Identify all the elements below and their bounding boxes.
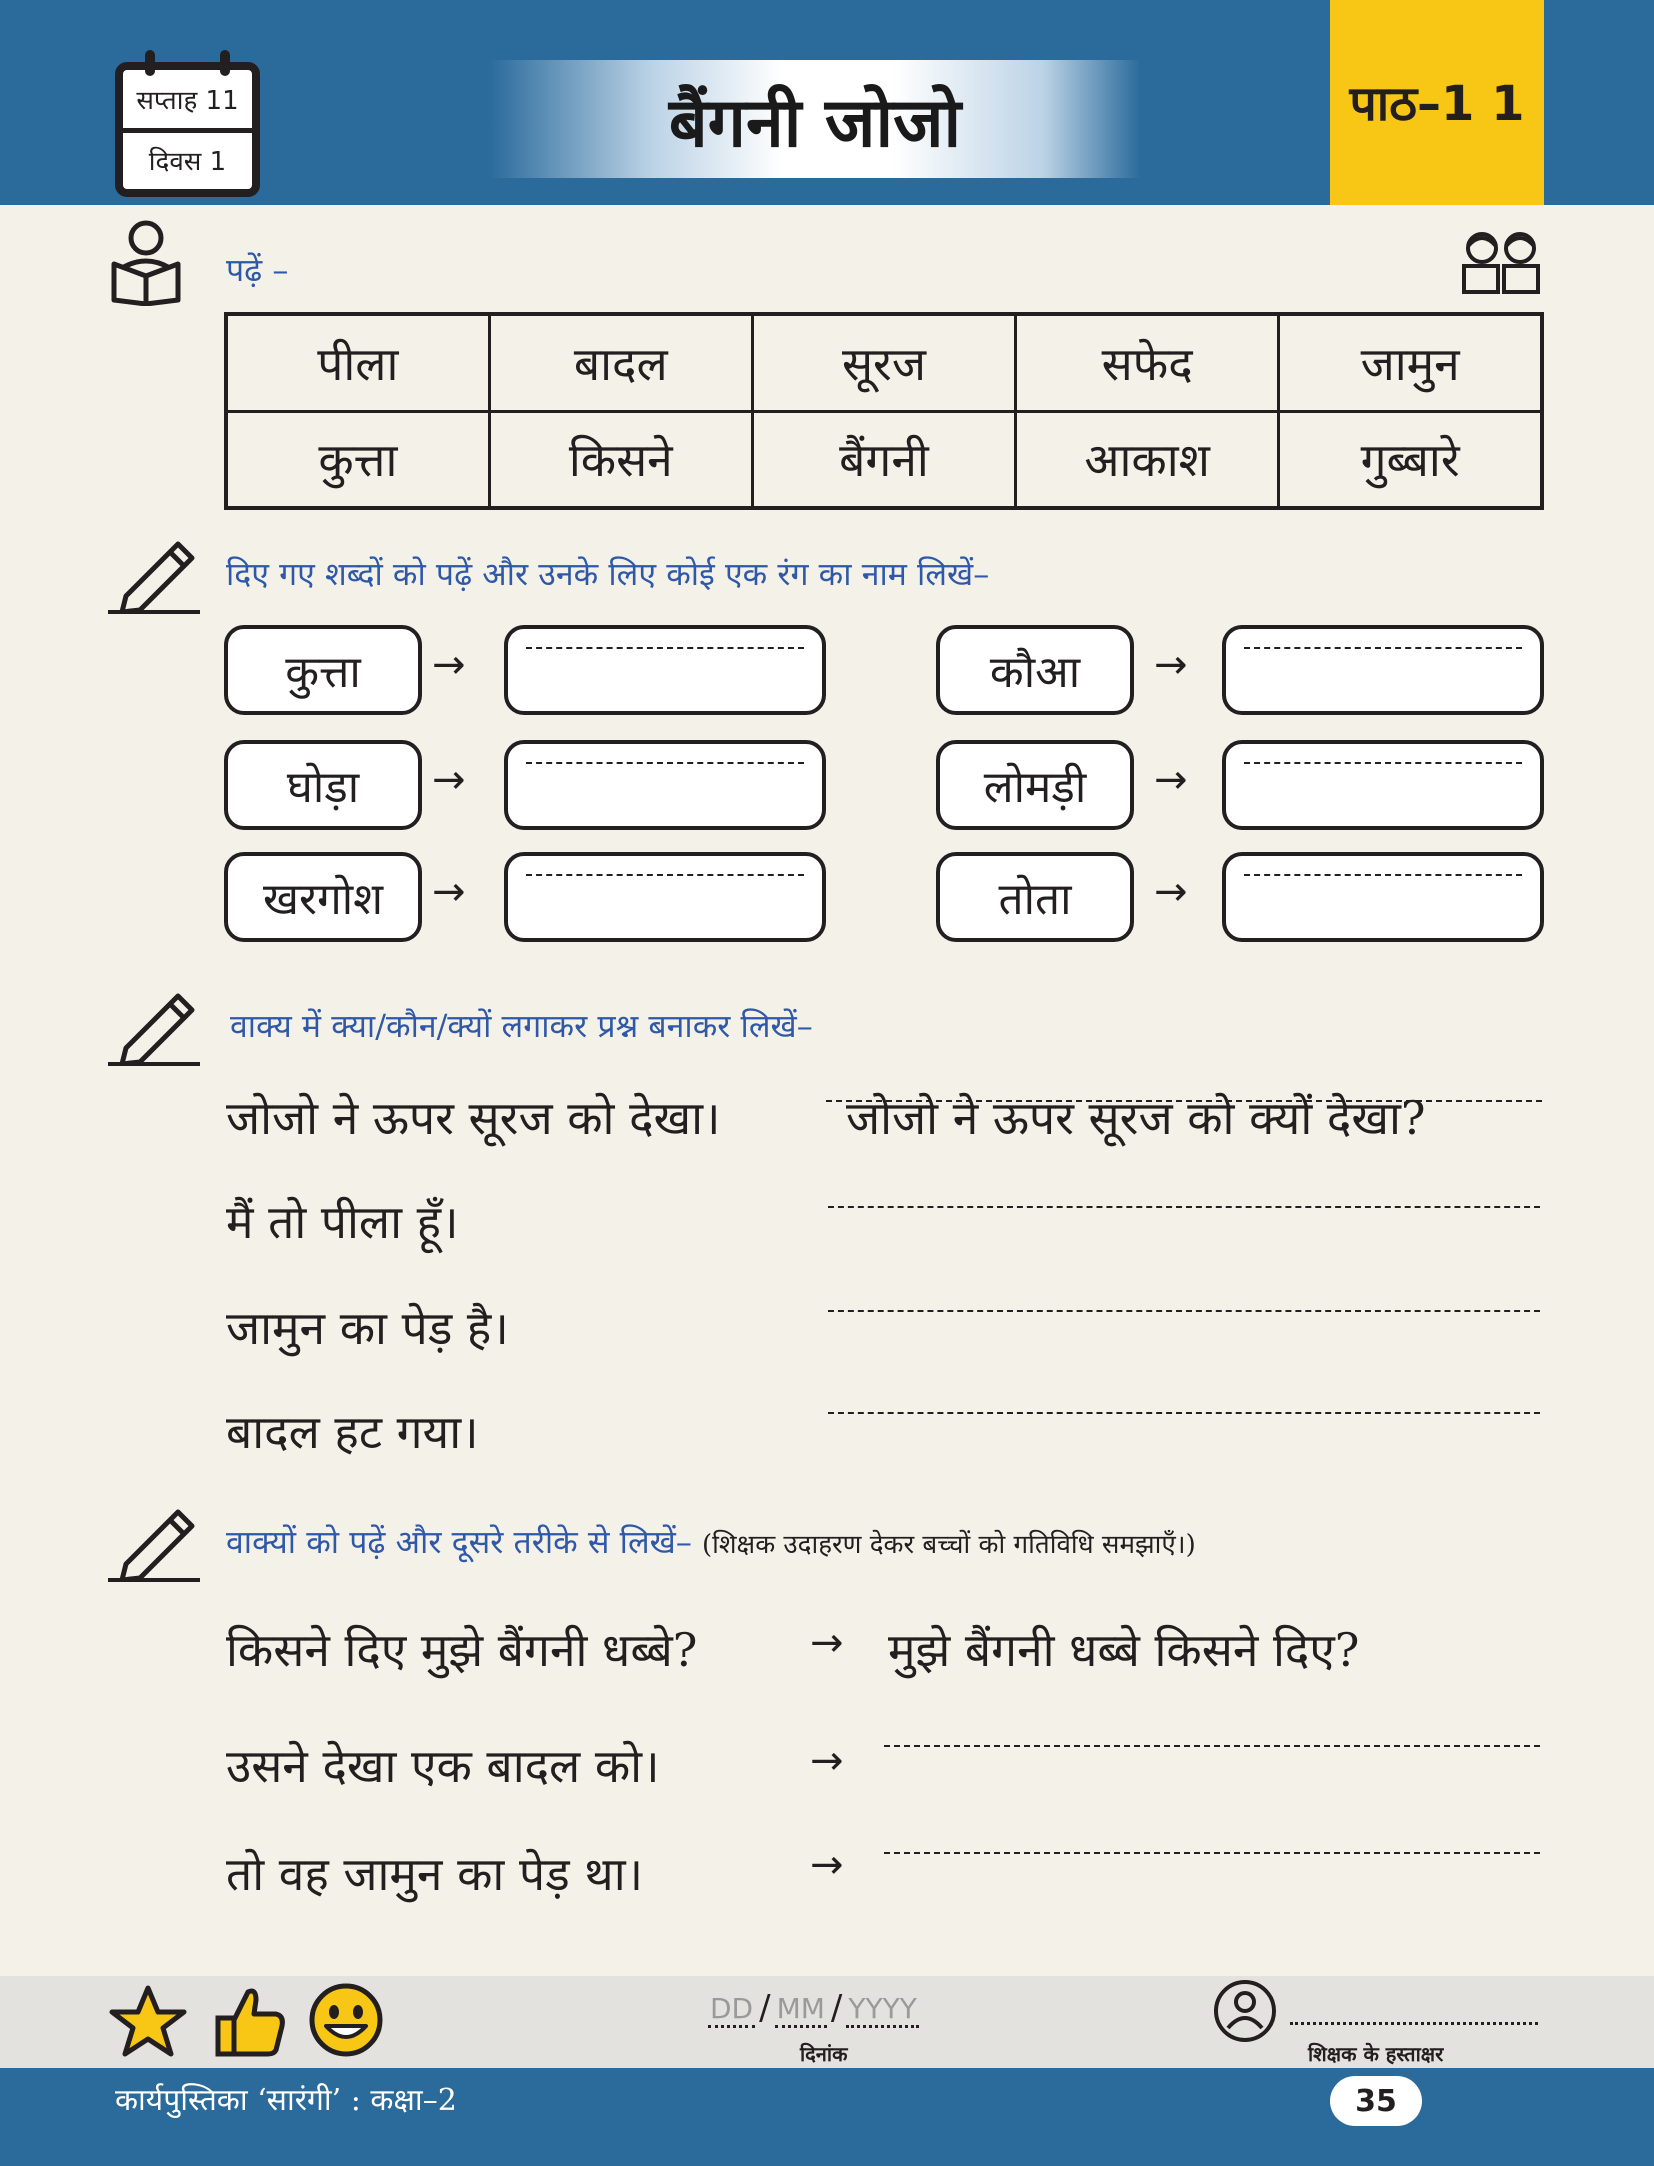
table-row bbox=[226, 314, 1542, 411]
arrow: → bbox=[810, 1738, 844, 1784]
rewrite-sentence: उसने देखा एक बादल को। bbox=[226, 1739, 660, 1793]
arrow: → bbox=[432, 757, 466, 803]
word-box-fox: लोमड़ी bbox=[936, 740, 1134, 830]
page-title: बैंगनी जोजो bbox=[668, 83, 962, 163]
date-separator: / bbox=[830, 1988, 843, 2028]
rewrite-sentence: तो वह जामुन का पेड़ था। bbox=[226, 1847, 644, 1901]
lesson-label: पाठ–1 1 bbox=[1349, 76, 1525, 132]
thumbs-up-icon[interactable] bbox=[212, 1982, 288, 2060]
answer-box[interactable] bbox=[504, 625, 826, 715]
answer-line[interactable] bbox=[828, 1310, 1540, 1312]
signature-label: शिक्षक के हस्ताक्षर bbox=[1308, 2042, 1444, 2066]
signature-line[interactable] bbox=[1290, 2022, 1538, 2025]
two-children-icon bbox=[1460, 228, 1542, 294]
table-cell: आकाश bbox=[1016, 411, 1279, 508]
table-cell: जामुन bbox=[1279, 314, 1542, 411]
date-month[interactable]: MM bbox=[775, 1992, 827, 2028]
answer-line[interactable] bbox=[828, 1206, 1540, 1208]
date-label: दिनांक bbox=[800, 2042, 848, 2066]
example-answer: मुझे बैंगनी धब्बे किसने दिए? bbox=[888, 1623, 1360, 1677]
table-cell: सूरज bbox=[752, 314, 1015, 411]
word-box-dog: कुत्ता bbox=[224, 625, 422, 715]
arrow: → bbox=[432, 869, 466, 915]
day-label: दिवस 1 bbox=[123, 128, 252, 186]
section-questions-title: वाक्य में क्या/कौन/क्यों लगाकर प्रश्न बनाकर लिखें– bbox=[230, 1007, 813, 1045]
pencil-icon bbox=[108, 1498, 200, 1582]
rewrite-sentence: किसने दिए मुझे बैंगनी धब्बे? bbox=[226, 1623, 698, 1677]
answer-box[interactable] bbox=[1222, 740, 1544, 830]
arrow: → bbox=[432, 642, 466, 688]
answer-box[interactable] bbox=[1222, 852, 1544, 942]
book-title: कार्यपुस्तिका ‘सारंगी’ : कक्षा–2 bbox=[115, 2083, 457, 2118]
date-year[interactable]: YYYY bbox=[846, 1992, 918, 2028]
question-sentence: बादल हट गया। bbox=[226, 1405, 479, 1459]
question-sentence: जामुन का पेड़ है। bbox=[226, 1301, 509, 1355]
section-read-title: पढ़ें – bbox=[226, 251, 289, 289]
word-box-rabbit: खरगोश bbox=[224, 852, 422, 942]
smiley-icon[interactable] bbox=[308, 1982, 384, 2058]
answer-line[interactable] bbox=[884, 1852, 1540, 1854]
example-answer: जोजो ने ऊपर सूरज को क्यों देखा? bbox=[846, 1091, 1426, 1145]
word-box-crow: कौआ bbox=[936, 625, 1134, 715]
lesson-badge bbox=[1330, 0, 1544, 205]
answer-box[interactable] bbox=[504, 852, 826, 942]
arrow: → bbox=[1154, 757, 1188, 803]
date-separator: / bbox=[759, 1988, 771, 2028]
pencil-icon bbox=[108, 982, 200, 1066]
answer-box[interactable] bbox=[1222, 625, 1544, 715]
section-colors-title: दिए गए शब्दों को पढ़ें और उनके लिए कोई एक रंग का नाम लिखें– bbox=[226, 555, 990, 593]
pencil-icon bbox=[108, 530, 200, 614]
star-icon[interactable] bbox=[108, 1984, 188, 2060]
table-cell: गुब्बारे bbox=[1279, 411, 1542, 508]
table-cell: कुत्ता bbox=[226, 411, 489, 508]
page-number: 35 bbox=[1330, 2076, 1422, 2126]
answer-line[interactable] bbox=[828, 1412, 1540, 1414]
date-field[interactable] bbox=[708, 1988, 919, 2028]
arrow: → bbox=[1154, 642, 1188, 688]
word-box-parrot: तोता bbox=[936, 852, 1134, 942]
example-line bbox=[826, 1100, 1542, 1102]
table-cell: सफेद bbox=[1016, 314, 1279, 411]
teacher-note: (शिक्षक उदाहरण देकर बच्चों को गतिविधि समझाएँ।) bbox=[702, 1530, 1196, 1560]
word-table bbox=[224, 312, 1544, 510]
arrow: → bbox=[810, 1620, 844, 1666]
answer-line[interactable] bbox=[884, 1745, 1540, 1747]
table-cell: बादल bbox=[489, 314, 752, 411]
table-cell: बैंगनी bbox=[752, 411, 1015, 508]
table-row bbox=[226, 411, 1542, 508]
section-rewrite-heading: वाक्यों को पढ़ें और दूसरे तरीके से लिखें– bbox=[226, 1523, 692, 1561]
calendar-icon bbox=[115, 62, 260, 197]
table-cell: पीला bbox=[226, 314, 489, 411]
answer-box[interactable] bbox=[504, 740, 826, 830]
arrow: → bbox=[810, 1842, 844, 1888]
question-sentence: मैं तो पीला हूँ। bbox=[226, 1195, 459, 1249]
reading-child-icon bbox=[108, 218, 184, 306]
arrow: → bbox=[1154, 869, 1188, 915]
section-rewrite-title bbox=[226, 1520, 1196, 1563]
week-label: सप्ताह 11 bbox=[136, 86, 239, 116]
date-day[interactable]: DD bbox=[708, 1992, 755, 2028]
question-sentence: जोजो ने ऊपर सूरज को देखा। bbox=[226, 1091, 721, 1145]
title-band bbox=[490, 60, 1140, 178]
table-cell: किसने bbox=[489, 411, 752, 508]
word-box-horse: घोड़ा bbox=[224, 740, 422, 830]
teacher-icon bbox=[1212, 1978, 1278, 2044]
